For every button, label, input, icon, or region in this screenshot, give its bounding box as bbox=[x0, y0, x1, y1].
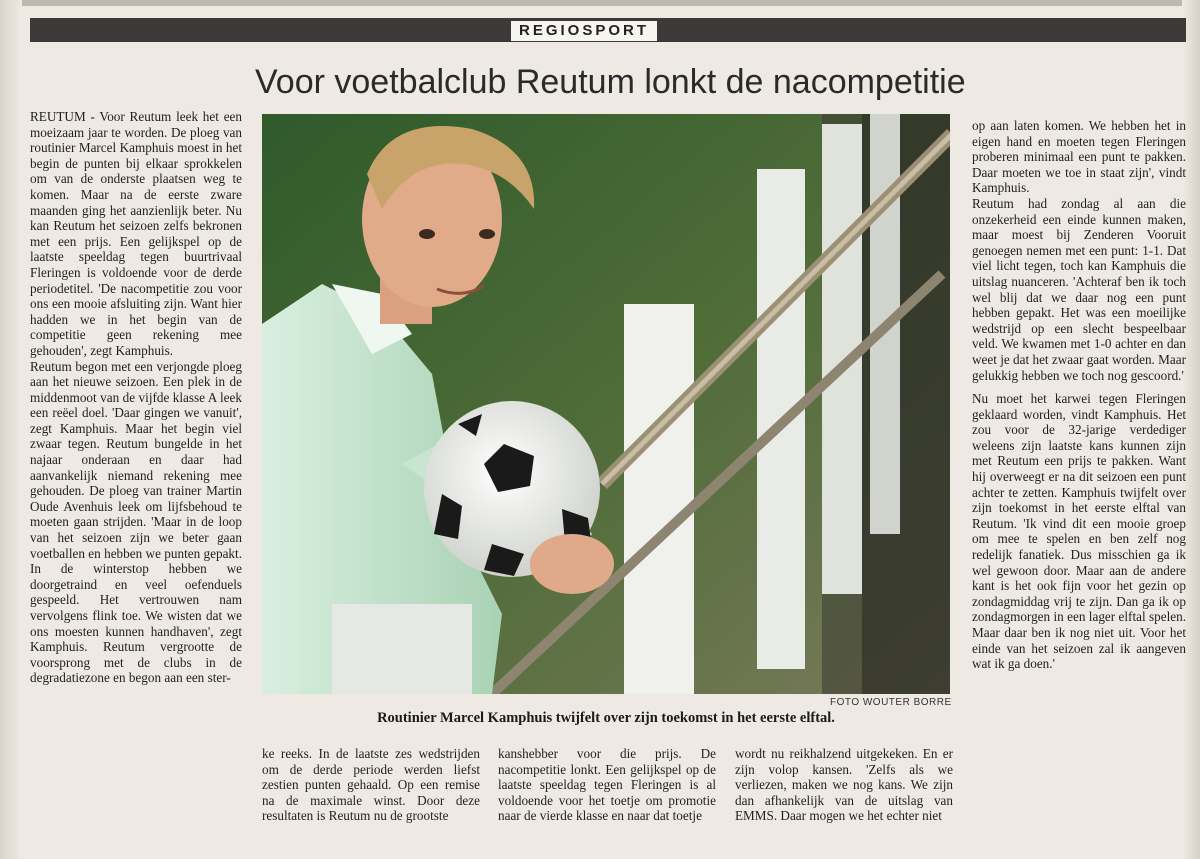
top-rule bbox=[0, 0, 1200, 6]
article-photo bbox=[262, 114, 950, 694]
section-label: REGIOSPORT bbox=[510, 20, 658, 42]
paragraph: Reutum begon met een verjongde ploeg aan het nieuwe seizoen. Een plek in de middenmoot van de vijfde klasse A leek een reëel doel. 'Daar gingen we vanuit', zegt Kamphuis. Maar het begin viel zwaar tegen. Reutum bungelde in het najaar onderaan en daar had aanvankelijk niemand rekening mee gehouden. De ploeg van trainer Martin Oude Avenhuis leek om lijfsbehoud te moeten gaan strijden. 'Maar in de loop van het seizoen zijn we beter gaan voetballen en hebben we punten gepakt. In de winterstop hebben we doorgetraind en veel oefenduels gespeeld. Het vertrouwen nam vervolgens flink toe. We wisten dat we ons moesten kunnen handhaven', zegt Kamphuis. Reutum vergrootte de voorsprong met de clubs in de degradatiezone en begon aan een ster- bbox=[30, 358, 242, 686]
article-column-5 bbox=[972, 118, 1186, 672]
photo-credit: FOTO WOUTER BORRE bbox=[830, 697, 952, 708]
paragraph: wordt nu reikhalzend uitgekeken. En er zijn volop kansen. 'Zelfs als we verliezen, maken we nog kans. We zijn dan afhankelijk van de uitslag van EMMS. Daar mogen we het echter niet bbox=[735, 746, 953, 824]
paragraph: REUTUM - Voor Reutum leek het een moeizaam jaar te worden. De ploeg van routinier Marcel Kamphuis moest in het begin de punten bij elkaar sprokkelen om van de onderste plaatsen weg te komen. Maar na de eerste zware maanden ging het aanzienlijk beter. Nu kan Reutum het seizoen zelfs bekronen met een prijs. Een gelijkspel op de laatste speeldag tegen buurtrivaal Fleringen is voldoende voor de derde periodetitel. 'De nacompetitie zou voor ons een mooie afsluiting zijn. Want hier hadden we in het begin van de competitie geen rekening mee gehouden', zegt Kamphuis. bbox=[30, 109, 242, 358]
paragraph: Reutum had zondag al aan die onzekerheid een einde kunnen maken, maar moest bij Zenderen Vooruit genoegen nemen met een punt: 1-1. Dat viel licht tegen, toch kan Kamphuis die uitslag nuanceren. 'Achteraf ben ik toch wel blij dat we daar nog een punt hebben gepakt. Het was een moeilijke wedstrijd op een slecht bespeelbaar veld. We kwamen met 1-0 achter en dan weet je dat het zwaar gaat worden. Maar gelukkig hebben we toch nog gescoord.' bbox=[972, 195, 1186, 383]
paragraph: Nu moet het karwei tegen Fleringen geklaard worden, vindt Kamphuis. Het zou voor de 32-jarige verdediger weleens zijn laatste kans kunnen zijn met Reutum een prijs te pakken. Want hij overweegt er na dit seizoen een punt achter te zetten. Kamphuis twijfelt over zijn toekomst in het eerste elftal van Reutum. 'Ik vind dit een mooie groep om mee te spelen en ben zelf nog redelijk fanatiek. Dus misschien ga ik wel gewoon door. Maar aan de andere kant is het ook fijn voor het gezin op zondagmiddag vrij te zijn. Dan ga ik op zondagmorgen in een lager elftal spelen. Maar daar ben ik nog niet uit. Voor het einde van het seizoen zal ik aangeven wat ik ga doen.' bbox=[972, 391, 1186, 672]
paragraph: op aan laten komen. We hebben het in eigen hand en moeten tegen Fleringen proberen minimaal een punt te pakken. Daar moeten we toe in staat zijn', vindt Kamphuis. bbox=[972, 118, 1186, 196]
article-column-4 bbox=[735, 746, 953, 824]
paragraph: ke reeks. In de laatste zes wedstrijden om de derde periode werden liefst zestien punten gehaald. Op een remise na de maximale winst. Door deze resultaten is Reutum nu de grootste bbox=[262, 746, 480, 824]
article-column-2 bbox=[262, 746, 480, 824]
headline: Voor voetbalclub Reutum lonkt de nacompetitie bbox=[255, 63, 966, 101]
article-column-1 bbox=[30, 109, 242, 686]
article-column-3 bbox=[498, 746, 716, 824]
photo-player-with-ball bbox=[262, 114, 950, 694]
page-fold-left bbox=[0, 0, 22, 859]
paragraph: kanshebber voor die prijs. De nacompetitie lonkt. Een gelijkspel op de laatste speeldag tegen Fleringen is al voldoende voor het toetje om promotie naar de vierde klasse en naar dat toetje bbox=[498, 746, 716, 824]
photo-caption: Routinier Marcel Kamphuis twijfelt over zijn toekomst in het eerste elftal. bbox=[377, 710, 835, 726]
